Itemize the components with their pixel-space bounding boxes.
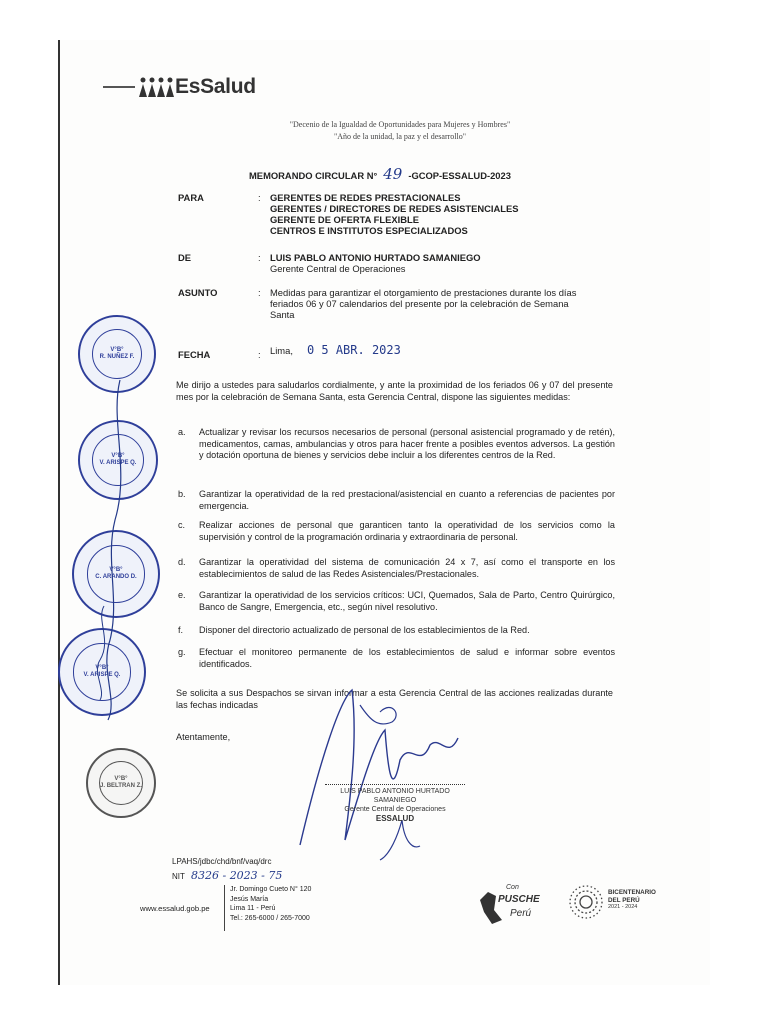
seal-vb: V°B° <box>95 665 109 671</box>
recipient-line: GERENTE DE OFERTA FLEXIBLE <box>270 214 419 225</box>
address-line: Tel.: 265-6000 / 265-7000 <box>230 914 310 922</box>
item-letter: f. <box>178 625 184 635</box>
de-colon: : <box>258 252 261 263</box>
memo-prefix: MEMORANDO CIRCULAR N° <box>249 170 378 181</box>
bicentenario-logo <box>566 882 676 922</box>
seal-vb: V°B° <box>109 567 123 573</box>
fecha-label: FECHA <box>178 349 211 360</box>
date-stamp: 0 5 ABR. 2023 <box>306 343 401 357</box>
signatory-role: Gerente Central de Operaciones <box>344 806 446 813</box>
para-colon: : <box>258 192 261 203</box>
bicent-line2: DEL PERÚ <box>608 896 640 904</box>
fecha-city: Lima, <box>270 345 293 356</box>
bicent-line1: BICENTENARIO <box>608 889 656 896</box>
seal-name: V. ARISPE Q. <box>83 672 121 678</box>
item-letter: c. <box>178 520 186 530</box>
pusche-country: Perú <box>510 908 532 919</box>
sender-name: LUIS PABLO ANTONIO HURTADO SAMANIEGO <box>270 252 481 263</box>
closing-paragraph: Se solicita a sus Despachos se sirvan informar a esta Gerencia Central de las acciones realizadas durante las fechas indicadas <box>176 688 613 710</box>
farewell: Atentamente, <box>176 732 231 742</box>
subject-line: feriados 06 y 07 calendarios del presente por la celebración de Semana <box>270 298 569 309</box>
memo-suffix: -GCOP-ESSALUD-2023 <box>408 170 511 181</box>
bicentenario-emblem-icon <box>566 882 606 922</box>
signature-block <box>320 784 470 823</box>
signatory-name: LUIS PABLO ANTONIO HURTADO SAMANIEGO <box>340 788 450 804</box>
item-text: Garantizar la operatividad de la red prestacional/asistencial en cuanto a referencias de pacientes por emergencia. <box>199 489 615 511</box>
fecha-colon: : <box>258 349 261 360</box>
initial-scribble <box>107 380 121 720</box>
initial-scribble <box>97 606 104 700</box>
seal-vb: V°B° <box>114 776 128 782</box>
nit-value: 8326 - 2023 - 75 <box>190 869 283 882</box>
signatory-org: ESSALUD <box>375 814 415 823</box>
bicentenario-text <box>608 889 656 912</box>
subject-line: Medidas para garantizar el otorgamiento de prestaciones durante los días <box>270 287 577 298</box>
pusche-word: PUSCHE <box>498 894 540 905</box>
website-link[interactable]: www.essalud.gob.pe <box>140 904 210 913</box>
item-text: Disponer del directorio actualizado de personal de los establecimientos de la Red. <box>199 625 530 635</box>
item-text: Actualizar y revisar los recursos necesarios de personal (personal asistencial programado y de retén), medicamentos, camas, ambulancias y otros para hacer frente a posibles eventos adversos. La gestión y dotación oportuna de bienes y servicios debe incluir a los diferentes centros de la Red. <box>199 427 615 460</box>
decree-line-1: "Decenio de la Igualdad de Oportunidades para Mujeres y Hombres" <box>289 120 511 129</box>
recipient-line: GERENTES DE REDES PRESTACIONALES <box>270 192 461 203</box>
asunto-colon: : <box>258 287 261 298</box>
recipient-line: GERENTES / DIRECTORES DE REDES ASISTENCIALES <box>270 203 519 214</box>
address-line: Jesús María <box>230 895 269 903</box>
item-letter: d. <box>178 557 186 567</box>
decree-line-2: "Año de la unidad, la paz y el desarrollo" <box>333 132 467 141</box>
seal-vb: V°B° <box>110 347 124 353</box>
seal-name: C. ARANDO D. <box>95 574 137 580</box>
subject-line: Santa <box>270 309 295 320</box>
item-text: Garantizar la operatividad de los servicios críticos: UCI, Quemados, Sala de Parto, Centro Quirúrgico, Banco de Sangre, Emergencia, etc., según nivel resolutivo. <box>199 590 615 612</box>
footer-divider <box>224 885 225 931</box>
footer-address <box>230 885 311 923</box>
nit-reference <box>172 869 282 882</box>
seal-name: J. BELTRAN Z. <box>100 783 142 789</box>
bicent-years: 2021 - 2024 <box>608 904 638 910</box>
item-letter: e. <box>178 590 186 600</box>
item-letter: b. <box>178 489 186 499</box>
item-letter: a. <box>178 427 186 437</box>
intro-paragraph: Me dirijo a ustedes para saludarlos cordialmente, y ante la proximidad de los feriados 06 y 07 del presente mes por la celebración de Semana Santa, esta Gerencia Central, dispone las siguientes medidas: <box>176 380 613 402</box>
item-letter: g. <box>178 647 186 657</box>
reference-initials: LPAHS/jdbc/chd/bnf/vaq/drc <box>172 857 272 866</box>
pusche-con: Con <box>506 884 519 891</box>
item-text: Garantizar la operatividad del sistema de comunicación 24 x 7, así como el transporte en los establecimientos de salud de las Redes Asistenciales/Prestacionales. <box>199 557 615 579</box>
para-label: PARA <box>178 192 204 203</box>
recipient-line: CENTROS E INSTITUTOS ESPECIALIZADOS <box>270 225 468 236</box>
item-text: Efectuar el monitoreo permanente de los establecimientos de salud e informar sobre eventos identificados. <box>199 647 615 669</box>
memo-number: 49 <box>383 165 403 183</box>
item-text: Realizar acciones de personal que garanticen tanto la operatividad de los servicios como la supervisión y control de la programación ordinaria y extraordinaria de personal. <box>199 520 615 542</box>
signature-scribble <box>360 705 396 724</box>
signature-line <box>325 784 465 785</box>
seal-name: V. ARISPE Q. <box>99 460 137 466</box>
de-label: DE <box>178 252 192 263</box>
con-pusche-peru-logo <box>474 882 554 930</box>
brand-name: EsSalud <box>175 75 256 98</box>
asunto-label: ASUNTO <box>178 287 218 298</box>
nit-label: NIT <box>172 872 185 881</box>
sender-role: Gerente Central de Operaciones <box>270 263 406 274</box>
address-line: Jr. Domingo Cueto N° 120 <box>230 886 312 893</box>
seal-name: R. NUÑEZ F. <box>99 354 135 360</box>
signature-scribble <box>380 820 420 860</box>
seal-vb: V°B° <box>111 453 125 459</box>
address-line: Lima 11 - Perú <box>230 905 276 912</box>
